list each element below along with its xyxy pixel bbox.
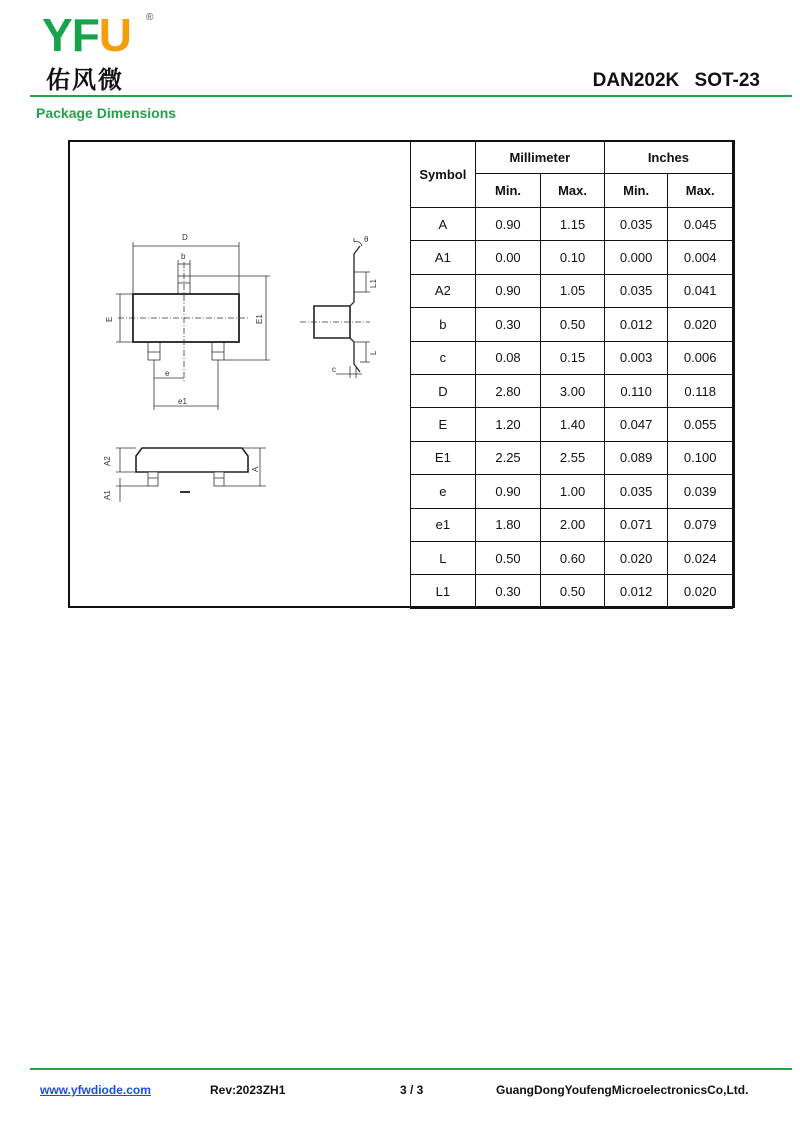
- table-cell-symbol: c: [411, 341, 476, 374]
- table-row: [411, 241, 733, 274]
- table-cell-value: 2.80: [475, 374, 541, 407]
- header-inches: Inches: [604, 142, 732, 174]
- table-cell-value: 0.08: [475, 341, 541, 374]
- table-row: [411, 341, 733, 374]
- table-row: [411, 575, 733, 608]
- front-view-drawing: [116, 448, 266, 502]
- footer-divider: [30, 1068, 792, 1070]
- table-cell-value: 0.020: [668, 308, 733, 341]
- table-cell-value: 0.006: [668, 341, 733, 374]
- table-row: [411, 475, 733, 508]
- company-logo: [42, 9, 162, 94]
- revision-label: Rev:2023ZH1: [210, 1083, 286, 1097]
- dimensions-table-body: [411, 208, 733, 609]
- header-divider: [30, 95, 792, 97]
- table-cell-value: 0.020: [604, 541, 668, 574]
- table-row: [411, 274, 733, 307]
- table-cell-value: 0.60: [541, 541, 605, 574]
- table-cell-value: 0.10: [541, 241, 605, 274]
- table-cell-value: 0.055: [668, 408, 733, 441]
- label-a2: A2: [103, 456, 112, 466]
- table-cell-symbol: b: [411, 308, 476, 341]
- front-lead-right: [214, 472, 224, 486]
- label-l1: L1: [369, 279, 378, 288]
- table-cell-symbol: L: [411, 541, 476, 574]
- table-cell-value: 0.100: [668, 441, 733, 474]
- table-row: [411, 374, 733, 407]
- table-row: [411, 441, 733, 474]
- label-a1: A1: [103, 490, 112, 500]
- table-cell-value: 0.90: [475, 475, 541, 508]
- label-d: D: [182, 233, 188, 242]
- table-row: [411, 408, 733, 441]
- table-cell-value: 0.024: [668, 541, 733, 574]
- page-number: 3 / 3: [400, 1083, 424, 1097]
- logo-letter-f: F: [71, 9, 99, 61]
- table-cell-symbol: D: [411, 374, 476, 407]
- table-cell-value: 0.00: [475, 241, 541, 274]
- table-cell-value: 0.035: [604, 274, 668, 307]
- table-cell-value: 1.40: [541, 408, 605, 441]
- table-cell-value: 0.004: [668, 241, 733, 274]
- document-title: DAN202K SOT-23: [592, 70, 760, 91]
- dim-theta-arc: [354, 242, 362, 247]
- table-cell-value: 1.00: [541, 475, 605, 508]
- top-lead-left: [148, 342, 160, 360]
- table-cell-symbol: L1: [411, 575, 476, 608]
- table-cell-value: 0.045: [668, 208, 733, 241]
- label-e1-pitch: e1: [178, 397, 187, 406]
- dimensions-table: [410, 141, 733, 609]
- table-cell-value: 0.012: [604, 308, 668, 341]
- table-cell-value: 0.035: [604, 208, 668, 241]
- table-cell-value: 1.20: [475, 408, 541, 441]
- table-cell-symbol: A1: [411, 241, 476, 274]
- header-in-max: Max.: [668, 174, 733, 208]
- table-row: [411, 208, 733, 241]
- table-cell-value: 1.05: [541, 274, 605, 307]
- table-cell-value: 3.00: [541, 374, 605, 407]
- table-row: [411, 541, 733, 574]
- table-cell-value: 0.50: [475, 541, 541, 574]
- label-theta: θ: [364, 235, 369, 244]
- table-cell-symbol: A2: [411, 274, 476, 307]
- logo-chinese-name: 佑风微: [46, 66, 124, 94]
- table-cell-symbol: E1: [411, 441, 476, 474]
- table-cell-value: 1.80: [475, 508, 541, 541]
- logo-wordmark: [42, 9, 132, 61]
- header-in-min: Min.: [604, 174, 668, 208]
- label-l: L: [369, 350, 378, 355]
- table-cell-value: 0.118: [668, 374, 733, 407]
- table-cell-symbol: e1: [411, 508, 476, 541]
- label-e1: E1: [255, 314, 264, 324]
- table-cell-value: 0.035: [604, 475, 668, 508]
- label-a: A: [251, 466, 260, 472]
- table-cell-value: 0.90: [475, 208, 541, 241]
- table-row: [411, 508, 733, 541]
- label-e-pitch: e: [165, 369, 170, 378]
- header-millimeter: Millimeter: [475, 142, 604, 174]
- website-link[interactable]: www.yfwdiode.com: [40, 1083, 151, 1097]
- label-b: b: [181, 252, 186, 261]
- label-e: E: [105, 316, 114, 322]
- table-cell-value: 0.020: [668, 575, 733, 608]
- table-cell-value: 0.30: [475, 575, 541, 608]
- table-cell-value: 0.003: [604, 341, 668, 374]
- table-cell-value: 0.041: [668, 274, 733, 307]
- company-name: GuangDongYoufengMicroelectronicsCo,Ltd.: [496, 1083, 749, 1097]
- table-cell-value: 0.90: [475, 274, 541, 307]
- top-view-drawing: [116, 242, 270, 410]
- label-c: c: [332, 365, 336, 374]
- table-cell-value: 0.110: [604, 374, 668, 407]
- header-mm-min: Min.: [475, 174, 541, 208]
- table-row: [411, 308, 733, 341]
- logo-letter-u: U: [98, 9, 132, 61]
- table-cell-value: 1.15: [541, 208, 605, 241]
- package-outline-drawings: [70, 142, 410, 606]
- logo-letter-y: Y: [42, 9, 72, 61]
- table-cell-value: 2.25: [475, 441, 541, 474]
- table-cell-symbol: e: [411, 475, 476, 508]
- package-dimensions-frame: [68, 140, 735, 608]
- table-cell-value: 0.000: [604, 241, 668, 274]
- table-cell-value: 0.15: [541, 341, 605, 374]
- top-lead-right: [212, 342, 224, 360]
- table-cell-value: 0.50: [541, 575, 605, 608]
- registered-mark: ®: [146, 12, 154, 23]
- table-cell-value: 0.012: [604, 575, 668, 608]
- table-cell-value: 0.30: [475, 308, 541, 341]
- header-mm-max: Max.: [541, 174, 605, 208]
- section-title: Package Dimensions: [36, 105, 177, 121]
- table-cell-value: 0.039: [668, 475, 733, 508]
- side-view-drawing: [300, 238, 370, 378]
- side-lead: [350, 246, 360, 372]
- table-cell-value: 0.047: [604, 408, 668, 441]
- table-cell-value: 0.089: [604, 441, 668, 474]
- front-lead-left: [148, 472, 158, 486]
- table-cell-symbol: A: [411, 208, 476, 241]
- table-cell-value: 0.50: [541, 308, 605, 341]
- table-cell-value: 0.071: [604, 508, 668, 541]
- front-body: [136, 448, 248, 472]
- table-cell-value: 0.079: [668, 508, 733, 541]
- table-cell-symbol: E: [411, 408, 476, 441]
- table-cell-value: 2.00: [541, 508, 605, 541]
- table-cell-value: 2.55: [541, 441, 605, 474]
- header-symbol: Symbol: [411, 142, 476, 208]
